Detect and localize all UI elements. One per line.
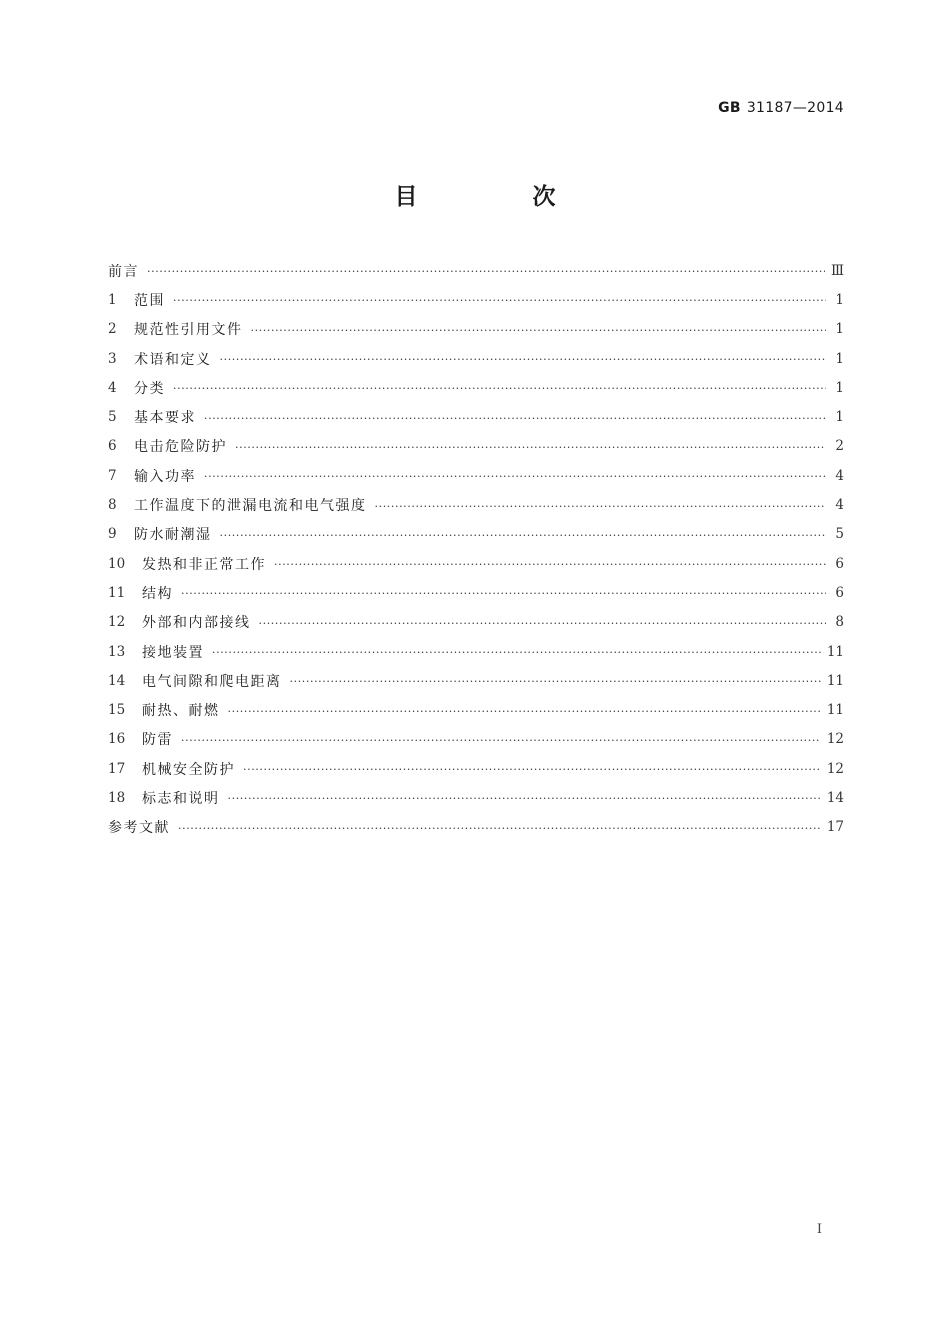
toc-entry-label: 参考文献 bbox=[108, 820, 170, 837]
toc-dot-leader bbox=[204, 471, 826, 482]
toc-entry[interactable] bbox=[108, 315, 844, 344]
toc-entry-number: 1 bbox=[108, 291, 117, 308]
toc-entry-number: 12 bbox=[108, 614, 126, 631]
toc-entry-number: 5 bbox=[108, 409, 117, 426]
toc-entry[interactable] bbox=[108, 256, 844, 285]
toc-entry-page: Ⅲ bbox=[830, 262, 844, 279]
toc-entry[interactable] bbox=[108, 432, 844, 461]
toc-entry[interactable] bbox=[108, 608, 844, 637]
toc-entry-page: 4 bbox=[835, 497, 844, 514]
toc-entry-label: 工作温度下的泄漏电流和电气强度 bbox=[134, 498, 367, 515]
toc-entry-number: 14 bbox=[108, 672, 126, 689]
toc-entry-number: 2 bbox=[108, 321, 117, 338]
toc-entry-page: 1 bbox=[835, 379, 844, 396]
toc-entry[interactable] bbox=[108, 754, 844, 783]
toc-entry-number: 7 bbox=[108, 467, 117, 484]
toc-dot-leader bbox=[259, 618, 827, 629]
toc-entry-page: 5 bbox=[835, 526, 844, 543]
toc-entry-page: 6 bbox=[835, 584, 844, 601]
toc-entry-label: 分类 bbox=[134, 380, 165, 397]
toc-dot-leader bbox=[375, 501, 827, 512]
toc-entry-page: 1 bbox=[835, 321, 844, 338]
toc-entry-number: 10 bbox=[108, 555, 126, 572]
toc-entry-page: 4 bbox=[835, 467, 844, 484]
toc-entry-page: 11 bbox=[826, 702, 844, 719]
toc-dot-leader bbox=[173, 295, 826, 306]
toc-dot-leader bbox=[220, 530, 827, 541]
toc-entry-page: 11 bbox=[826, 672, 844, 689]
toc-dot-leader bbox=[204, 413, 826, 424]
toc-entry[interactable] bbox=[108, 461, 844, 490]
toc-entry[interactable] bbox=[108, 373, 844, 402]
toc-dot-leader bbox=[251, 325, 827, 336]
toc-entry-page: 1 bbox=[835, 350, 844, 367]
toc-entry[interactable] bbox=[108, 490, 844, 519]
toc-entry-label: 范围 bbox=[134, 292, 165, 309]
toc-entry-label: 输入功率 bbox=[134, 468, 196, 485]
standard-prefix: GB bbox=[718, 100, 741, 116]
toc-entry-label: 电气间隙和爬电距离 bbox=[142, 673, 282, 690]
toc-entry[interactable] bbox=[108, 695, 844, 724]
toc-entry-page: 2 bbox=[835, 438, 844, 455]
toc-dot-leader bbox=[212, 647, 821, 658]
table-of-contents bbox=[108, 256, 844, 842]
toc-dot-leader bbox=[178, 823, 821, 834]
toc-entry-label: 防水耐潮湿 bbox=[134, 527, 212, 544]
toc-entry-number: 3 bbox=[108, 350, 117, 367]
toc-entry-label: 电击危险防护 bbox=[134, 439, 227, 456]
toc-entry-page: 14 bbox=[826, 789, 844, 806]
toc-entry[interactable] bbox=[108, 637, 844, 666]
toc-entry-page: 12 bbox=[826, 760, 844, 777]
toc-entry-label: 标志和说明 bbox=[142, 790, 220, 807]
toc-entry-label: 外部和内部接线 bbox=[142, 615, 251, 632]
toc-entry-number: 9 bbox=[108, 526, 117, 543]
toc-entry-label: 机械安全防护 bbox=[142, 761, 235, 778]
toc-entry-page: 1 bbox=[835, 409, 844, 426]
toc-dot-leader bbox=[228, 706, 821, 717]
toc-entry-page: 8 bbox=[835, 614, 844, 631]
toc-dot-leader bbox=[243, 764, 821, 775]
toc-entry-number: 18 bbox=[108, 789, 126, 806]
toc-dot-leader bbox=[290, 676, 821, 687]
toc-entry[interactable] bbox=[108, 402, 844, 431]
toc-entry[interactable] bbox=[108, 520, 844, 549]
toc-entry-number: 6 bbox=[108, 438, 117, 455]
toc-entry-page: 17 bbox=[826, 819, 844, 836]
toc-entry-label: 规范性引用文件 bbox=[134, 322, 243, 339]
toc-entry-label: 术语和定义 bbox=[134, 351, 212, 368]
toc-entry-label: 结构 bbox=[142, 585, 173, 602]
toc-entry-number: 8 bbox=[108, 497, 117, 514]
toc-entry-page: 11 bbox=[826, 643, 844, 660]
toc-entry-label: 耐热、耐燃 bbox=[142, 703, 220, 720]
toc-entry-label: 基本要求 bbox=[134, 410, 196, 427]
toc-entry-number: 16 bbox=[108, 731, 126, 748]
toc-entry-label: 接地装置 bbox=[142, 644, 204, 661]
toc-entry-number: 15 bbox=[108, 702, 126, 719]
toc-entry[interactable] bbox=[108, 813, 844, 842]
toc-entry[interactable] bbox=[108, 344, 844, 373]
toc-entry-number: 11 bbox=[108, 584, 126, 601]
toc-entry[interactable] bbox=[108, 783, 844, 812]
toc-entry-page: 12 bbox=[826, 731, 844, 748]
toc-dot-leader bbox=[220, 354, 827, 365]
toc-entry-number: 4 bbox=[108, 379, 117, 396]
toc-entry-number: 17 bbox=[108, 760, 126, 777]
standard-number: 31187—2014 bbox=[746, 100, 844, 116]
toc-dot-leader bbox=[181, 588, 826, 599]
toc-dot-leader bbox=[147, 266, 825, 277]
toc-entry-label: 前言 bbox=[108, 263, 139, 280]
toc-entry-page: 6 bbox=[835, 555, 844, 572]
toc-entry[interactable] bbox=[108, 549, 844, 578]
toc-dot-leader bbox=[173, 383, 826, 394]
toc-dot-leader bbox=[274, 559, 826, 570]
page-number: I bbox=[816, 1222, 822, 1237]
toc-entry[interactable] bbox=[108, 666, 844, 695]
toc-dot-leader bbox=[228, 793, 821, 804]
toc-entry[interactable] bbox=[108, 285, 844, 314]
page-title: 目 次 bbox=[394, 184, 602, 210]
toc-entry-number: 13 bbox=[108, 643, 126, 660]
toc-dot-leader bbox=[235, 442, 826, 453]
toc-entry[interactable] bbox=[108, 725, 844, 754]
toc-entry[interactable] bbox=[108, 578, 844, 607]
toc-dot-leader bbox=[181, 735, 821, 746]
toc-entry-label: 防雷 bbox=[142, 732, 173, 749]
toc-entry-label: 发热和非正常工作 bbox=[142, 556, 266, 573]
standard-code bbox=[718, 100, 844, 116]
toc-entry-page: 1 bbox=[835, 291, 844, 308]
